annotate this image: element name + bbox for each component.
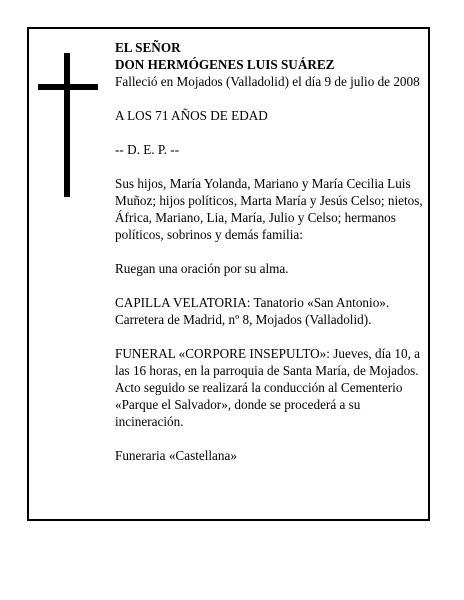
funeral-info: FUNERAL «CORPORE INSEPULTO»: Jueves, día 10, a las 16 horas, en la parroquia de Santa María, de Mojados. Acto seguido se realizará la conducción al Cementerio «Parque el Salvador», donde se procederá a su incineración. <box>115 346 421 429</box>
death-info: Falleció en Mojados (Valladolid) el día 9 de julio de 2008 <box>115 74 420 89</box>
family-paragraph: Sus hijos, María Yolanda, Mariano y María Cecilia Luis Muñoz; hijos políticos, Marta María y Jesús Celso; nietos, África, Mariano, Lia, María, Julio y Celso; hermanos políticos, sobrinos y demás familia: <box>115 176 423 242</box>
funeral-home: Funeraria «Castellana» <box>115 448 237 463</box>
deceased-title: EL SEÑOR <box>115 40 181 55</box>
cross-icon-horizontal <box>38 84 98 90</box>
cross-icon-vertical <box>64 53 70 197</box>
deceased-name: DON HERMÓGENES LUIS SUÁREZ <box>115 57 335 72</box>
prayer-request: Ruegan una oración por su alma. <box>115 261 289 276</box>
age-line: A LOS 71 AÑOS DE EDAD <box>115 108 268 123</box>
obituary-content <box>115 39 425 464</box>
rip-line: -- D. E. P. -- <box>115 142 180 157</box>
chapel-info: CAPILLA VELATORIA: Tanatorio «San Antonio». Carretera de Madrid, nº 8, Mojados (Valladolid). <box>115 295 390 327</box>
